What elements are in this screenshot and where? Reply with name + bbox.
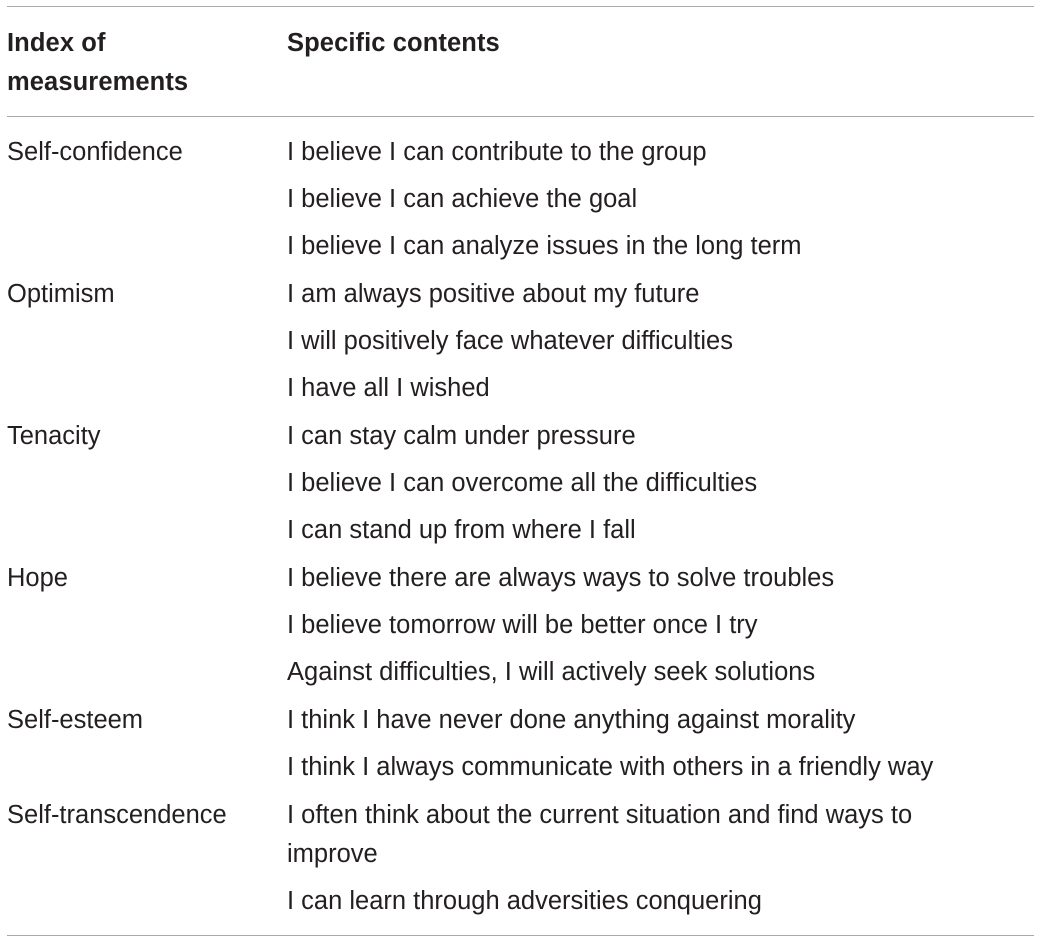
row-contents xyxy=(287,701,1034,795)
table-body xyxy=(7,133,1034,930)
row-index-label: Self-transcendence xyxy=(7,801,227,829)
row-index-label: Tenacity xyxy=(7,422,101,450)
row-contents xyxy=(287,417,1034,558)
row-contents xyxy=(287,133,1034,274)
content-item: I think I always communicate with others in a friendly way xyxy=(287,753,934,781)
table-bottom-rule xyxy=(7,935,1034,936)
content-item: I am always positive about my future xyxy=(287,280,700,308)
column-header-contents: Specific contents xyxy=(287,29,500,57)
table-row-group xyxy=(7,559,1034,700)
content-item: I believe there are always ways to solve troubles xyxy=(287,564,835,592)
table-header-rule xyxy=(7,116,1034,117)
content-item: I can stand up from where I fall xyxy=(287,516,636,544)
content-item: I will positively face whatever difficulties xyxy=(287,327,733,355)
table-top-rule xyxy=(7,6,1034,7)
content-item: I can stay calm under pressure xyxy=(287,422,636,450)
content-item: I believe tomorrow will be better once I try xyxy=(287,611,758,639)
content-item: I believe I can analyze issues in the long term xyxy=(287,232,802,260)
table-row-group xyxy=(7,275,1034,416)
table-row-group xyxy=(7,701,1034,795)
content-item: I believe I can overcome all the difficulties xyxy=(287,469,758,497)
row-index-label: Self-esteem xyxy=(7,706,144,734)
table-row-group xyxy=(7,133,1034,274)
column-header-index: Index of measurements xyxy=(7,29,189,96)
content-item: I have all I wished xyxy=(287,374,490,402)
row-index-label: Hope xyxy=(7,564,68,592)
table-row-group xyxy=(7,796,1034,929)
content-item: I think I have never done anything against morality xyxy=(287,706,856,734)
row-index-label: Optimism xyxy=(7,280,115,308)
row-contents xyxy=(287,559,1034,700)
table-row-group xyxy=(7,417,1034,558)
content-item: I often think about the current situation and find ways to improve xyxy=(287,801,913,868)
content-item: I can learn through adversities conquering xyxy=(287,887,762,915)
row-contents xyxy=(287,275,1034,416)
row-index-label: Self-confidence xyxy=(7,138,183,166)
content-item: I believe I can achieve the goal xyxy=(287,185,638,213)
content-item: Against difficulties, I will actively seek solutions xyxy=(287,658,816,686)
content-item: I believe I can contribute to the group xyxy=(287,138,707,166)
row-contents xyxy=(287,796,1034,929)
